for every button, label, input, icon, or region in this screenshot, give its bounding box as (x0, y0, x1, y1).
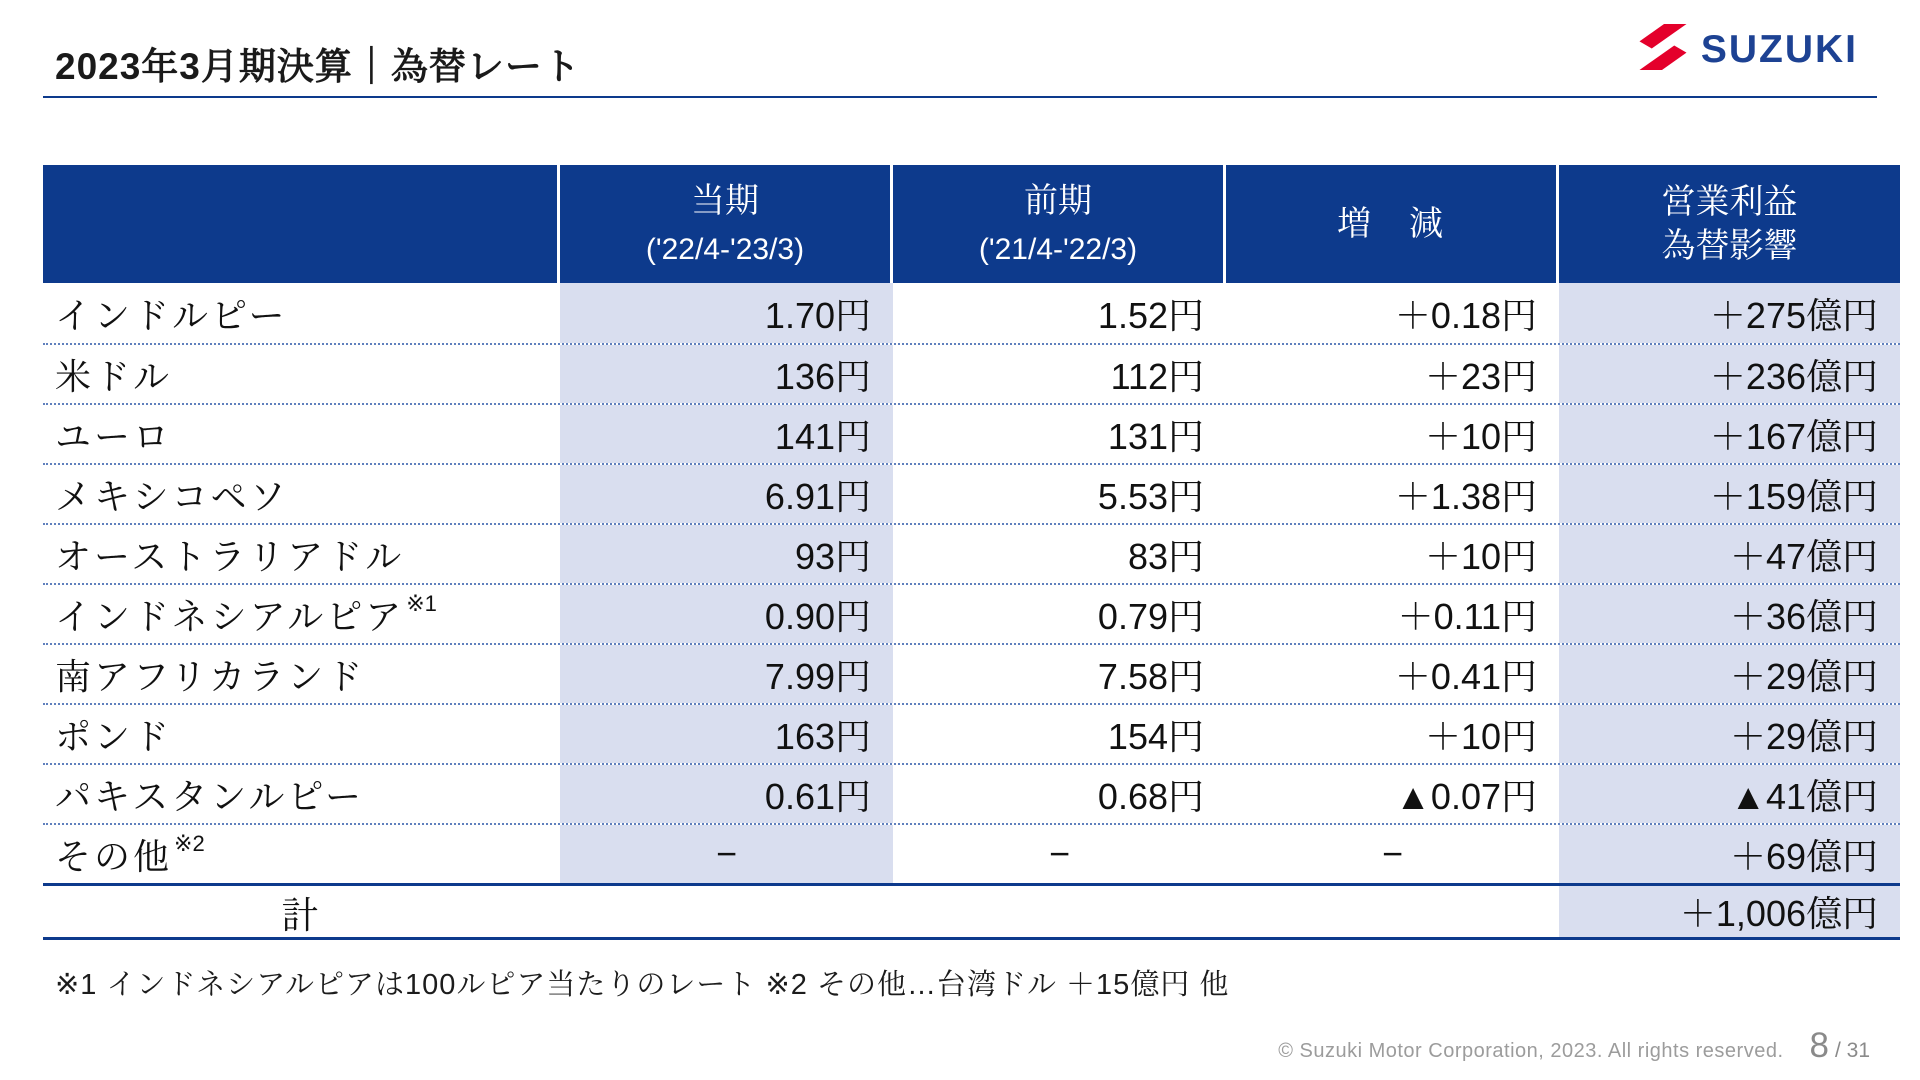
currency-name: インドネシアルピア (55, 595, 405, 637)
impact-cell: ＋36億円 (1559, 585, 1900, 643)
current-rate-cell: 163円 (560, 705, 893, 763)
currency-name: 南アフリカランド (55, 655, 366, 697)
change-cell: ＋1.38円 (1394, 475, 1537, 517)
table-row-pound (43, 703, 1900, 763)
credit-line (1278, 1026, 1870, 1066)
row-label (43, 345, 560, 403)
suzuki-logo (1637, 24, 1858, 75)
total-empty-cell (893, 886, 1226, 937)
total-label: 計 (281, 894, 322, 936)
table-total-row (43, 883, 1900, 940)
previous-rate-cell: 0.68円 (1097, 775, 1204, 817)
table-row-pakistani-rupee (43, 763, 1900, 823)
col-header-impact-subtitle: 為替影響 (1661, 227, 1798, 265)
impact-cell: ＋47億円 (1559, 525, 1900, 583)
table-row-indonesian-rupiah (43, 583, 1900, 643)
footnote-marker-2: ※2 (174, 831, 205, 856)
previous-rate-cell: 0.79円 (1097, 595, 1204, 637)
table-row-india-rupee (43, 283, 1900, 343)
impact-cell: ▲41億円 (1559, 765, 1900, 823)
col-header-blank (43, 165, 560, 283)
impact-cell: ＋167億円 (1559, 405, 1900, 463)
suzuki-wordmark: SUZUKI (1700, 27, 1858, 71)
previous-rate-cell: − (1048, 833, 1071, 874)
current-rate-cell: 7.99円 (560, 645, 893, 703)
currency-name: 米ドル (55, 355, 173, 397)
row-label (43, 645, 560, 703)
previous-rate-cell: 7.58円 (1097, 655, 1204, 697)
col-header-impact (1559, 165, 1900, 283)
current-rate-cell: 0.90円 (560, 585, 893, 643)
table-row-euro (43, 403, 1900, 463)
total-impact-cell: ＋1,006億円 (1559, 886, 1900, 937)
suzuki-s-icon (1637, 24, 1689, 75)
previous-rate-cell: 154円 (1107, 715, 1204, 757)
col-header-current-title: 当期 (691, 182, 759, 221)
current-page: 8 (1809, 1026, 1829, 1065)
row-label (43, 585, 560, 643)
impact-cell: ＋236億円 (1559, 345, 1900, 403)
currency-name: ポンド (55, 715, 173, 757)
currency-name: その他 (55, 835, 173, 877)
page-number (1810, 1026, 1871, 1066)
impact-cell: ＋29億円 (1559, 705, 1900, 763)
current-rate-cell: − (560, 825, 893, 883)
change-cell: ＋10円 (1424, 535, 1537, 577)
total-empty-cell (560, 886, 893, 937)
row-label (43, 705, 560, 763)
currency-name: オーストラリアドル (55, 535, 405, 577)
currency-name: インドルピー (55, 294, 288, 336)
impact-cell: ＋275億円 (1559, 283, 1900, 343)
change-cell: ＋10円 (1424, 715, 1537, 757)
row-label (43, 405, 560, 463)
table-row-australian-dollar (43, 523, 1900, 583)
change-cell: ＋0.41円 (1394, 655, 1537, 697)
footnote: ※1 インドネシアルピアは100ルピア当たりのレート ※2 その他…台湾ドル ＋15億円 他 (55, 969, 1230, 1001)
previous-rate-cell: 5.53円 (1097, 475, 1204, 517)
change-cell: − (1381, 833, 1404, 874)
title-divider (43, 96, 1877, 98)
change-cell: ＋23円 (1424, 355, 1537, 397)
row-label (43, 465, 560, 523)
change-cell: ▲0.07円 (1395, 775, 1537, 817)
table-row-other (43, 823, 1900, 883)
table-row-mexican-peso (43, 463, 1900, 523)
impact-cell: ＋159億円 (1559, 465, 1900, 523)
previous-rate-cell: 83円 (1127, 535, 1204, 577)
col-header-change (1226, 165, 1559, 283)
col-header-previous (893, 165, 1226, 283)
current-rate-cell: 93円 (560, 525, 893, 583)
current-rate-cell: 0.61円 (560, 765, 893, 823)
row-label (43, 765, 560, 823)
row-label (43, 825, 560, 883)
change-cell: ＋10円 (1424, 415, 1537, 457)
current-rate-cell: 6.91円 (560, 465, 893, 523)
col-header-impact-title: 営業利益 (1661, 182, 1798, 221)
total-empty-cell (1226, 886, 1559, 937)
previous-rate-cell: 1.52円 (1097, 294, 1204, 336)
impact-cell: ＋29億円 (1559, 645, 1900, 703)
col-header-change-title: 増 減 (1337, 204, 1445, 243)
col-header-previous-period: ('21/4-'22/3) (978, 232, 1138, 266)
current-rate-cell: 136円 (560, 345, 893, 403)
total-pages: / 31 (1834, 1039, 1870, 1062)
change-cell: ＋0.11円 (1397, 595, 1537, 637)
row-label (43, 525, 560, 583)
current-rate-cell: 141円 (560, 405, 893, 463)
current-rate-cell: 1.70円 (560, 283, 893, 343)
change-cell: ＋0.18円 (1394, 294, 1537, 336)
col-header-previous-title: 前期 (1024, 182, 1092, 221)
col-header-current (560, 165, 893, 283)
table-header-row (43, 165, 1900, 283)
exchange-rate-table (43, 165, 1900, 940)
col-header-current-period: ('22/4-'23/3) (645, 232, 805, 266)
footnote-marker-1: ※1 (406, 591, 437, 616)
impact-cell: ＋69億円 (1559, 825, 1900, 883)
page-title: 2023年3月期決算｜為替レート (55, 46, 581, 87)
currency-name: メキシコペソ (55, 475, 289, 517)
row-label (43, 283, 560, 343)
currency-name: パキスタンルピー (55, 775, 364, 817)
currency-name: ユーロ (55, 415, 173, 457)
previous-rate-cell: 131円 (1107, 415, 1204, 457)
table-row-south-african-rand (43, 643, 1900, 703)
copyright-text: © Suzuki Motor Corporation, 2023. All rights reserved. (1278, 1040, 1784, 1062)
table-row-us-dollar (43, 343, 1900, 403)
previous-rate-cell: 112円 (1110, 355, 1204, 397)
